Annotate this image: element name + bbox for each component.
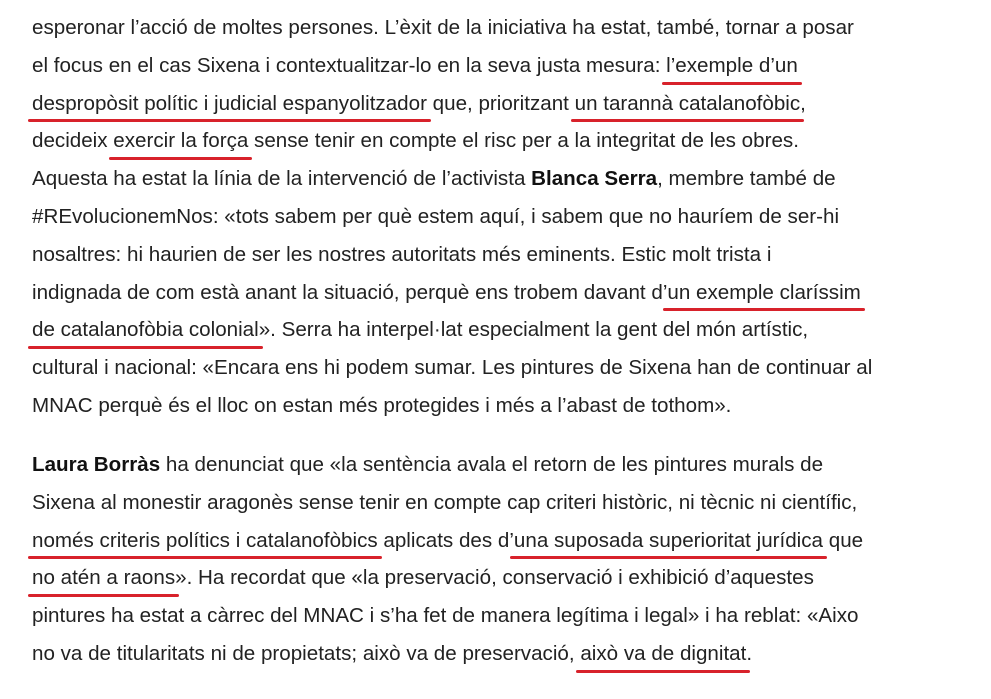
text-run: no va de titularitats ni de propietats; això va de preservació, [32, 641, 581, 665]
text-run: que [823, 528, 864, 552]
text-line [32, 522, 987, 560]
paragraph-blanca-serra [32, 9, 987, 425]
text-run: pintures ha estat a càrrec del MNAC i s’ha fet de manera legítima i legal» i ha reblat: «Aixo [32, 604, 859, 628]
underlined-phrase: això va de dignitat [580, 635, 746, 673]
text-run: ha denunciat que «la sentència avala el retorn de les pintures murals de [160, 453, 824, 476]
text-line [32, 484, 987, 522]
text-line [32, 559, 987, 597]
text-line [32, 236, 987, 274]
underlined-phrase: no atén a raons [32, 559, 175, 597]
underlined-phrase: de catalanofòbia colonial [32, 311, 259, 349]
text-line [32, 85, 987, 123]
underlined-phrase: una suposada superioritat jurídica [514, 522, 823, 560]
text-run: sense tenir en compte el risc per a la integritat de les obres. [248, 129, 799, 153]
text-line [32, 311, 987, 349]
text-run: , membre també de [657, 167, 836, 191]
text-line [32, 349, 987, 387]
text-line [32, 446, 987, 484]
text-line [32, 160, 987, 198]
underlined-phrase: només criteris polítics i catalanofòbics [32, 522, 378, 560]
underlined-phrase: un tarannà catalanofòbic [575, 85, 801, 123]
underlined-phrase: un exemple claríssim [667, 274, 860, 312]
text-run: . [746, 641, 753, 665]
underlined-phrase: despropòsit polític i judicial espanyolitzador [32, 85, 427, 123]
text-run: que, prioritzant [426, 91, 575, 115]
text-run: esperonar l’acció de moltes persones. L’èxit de la iniciativa ha estat, també, tornar a posar [32, 16, 854, 39]
text-run: decideix [32, 129, 114, 153]
text-run: indignada de com està anant la situació, perquè ens trobem davant d’ [32, 280, 668, 304]
text-run: , [800, 91, 806, 115]
text-run: MNAC perquè és el lloc on estan més protegides i més a l’abast de tothom». [32, 393, 732, 417]
text-line [32, 387, 987, 425]
text-run: ». Ha recordat que «la preservació, conservació i exhibició d’aquestes [175, 566, 814, 590]
text-line [32, 198, 987, 236]
person-name-bold: Blanca Serra [531, 167, 658, 191]
text-run: nosaltres: hi haurien de ser les nostres autoritats més eminents. Estic molt trista i [32, 242, 772, 266]
underlined-phrase: l’exemple d’un [666, 47, 798, 85]
text-line [32, 635, 987, 673]
text-run: Aquesta ha estat la línia de la intervenció de l’activista [32, 167, 532, 191]
text-line [32, 597, 987, 635]
text-run: ». Serra ha interpel·lat especialment la gent del món artístic, [258, 318, 809, 342]
text-run: Sixena al monestir aragonès sense tenir en compte cap criteri històric, ni tècnic ni científic, [32, 490, 858, 514]
text-line [32, 9, 987, 47]
text-run: aplicats des d’ [377, 528, 514, 552]
text-line [32, 274, 987, 312]
underlined-phrase: exercir la força [113, 122, 248, 160]
text-run: el focus en el cas Sixena i contextualitzar-lo en la seva justa mesura: [32, 53, 667, 77]
text-run: cultural i nacional: «Encara ens hi podem sumar. Les pintures de Sixena han de continuar al [32, 356, 873, 380]
text-line [32, 122, 987, 160]
text-run: #REvolucionemNos: «tots sabem per què estem aquí, i sabem que no hauríem de ser-hi [32, 204, 840, 228]
paragraph-laura-borras [32, 446, 987, 673]
text-line [32, 47, 987, 85]
person-name-bold: Laura Borràs [32, 453, 161, 476]
